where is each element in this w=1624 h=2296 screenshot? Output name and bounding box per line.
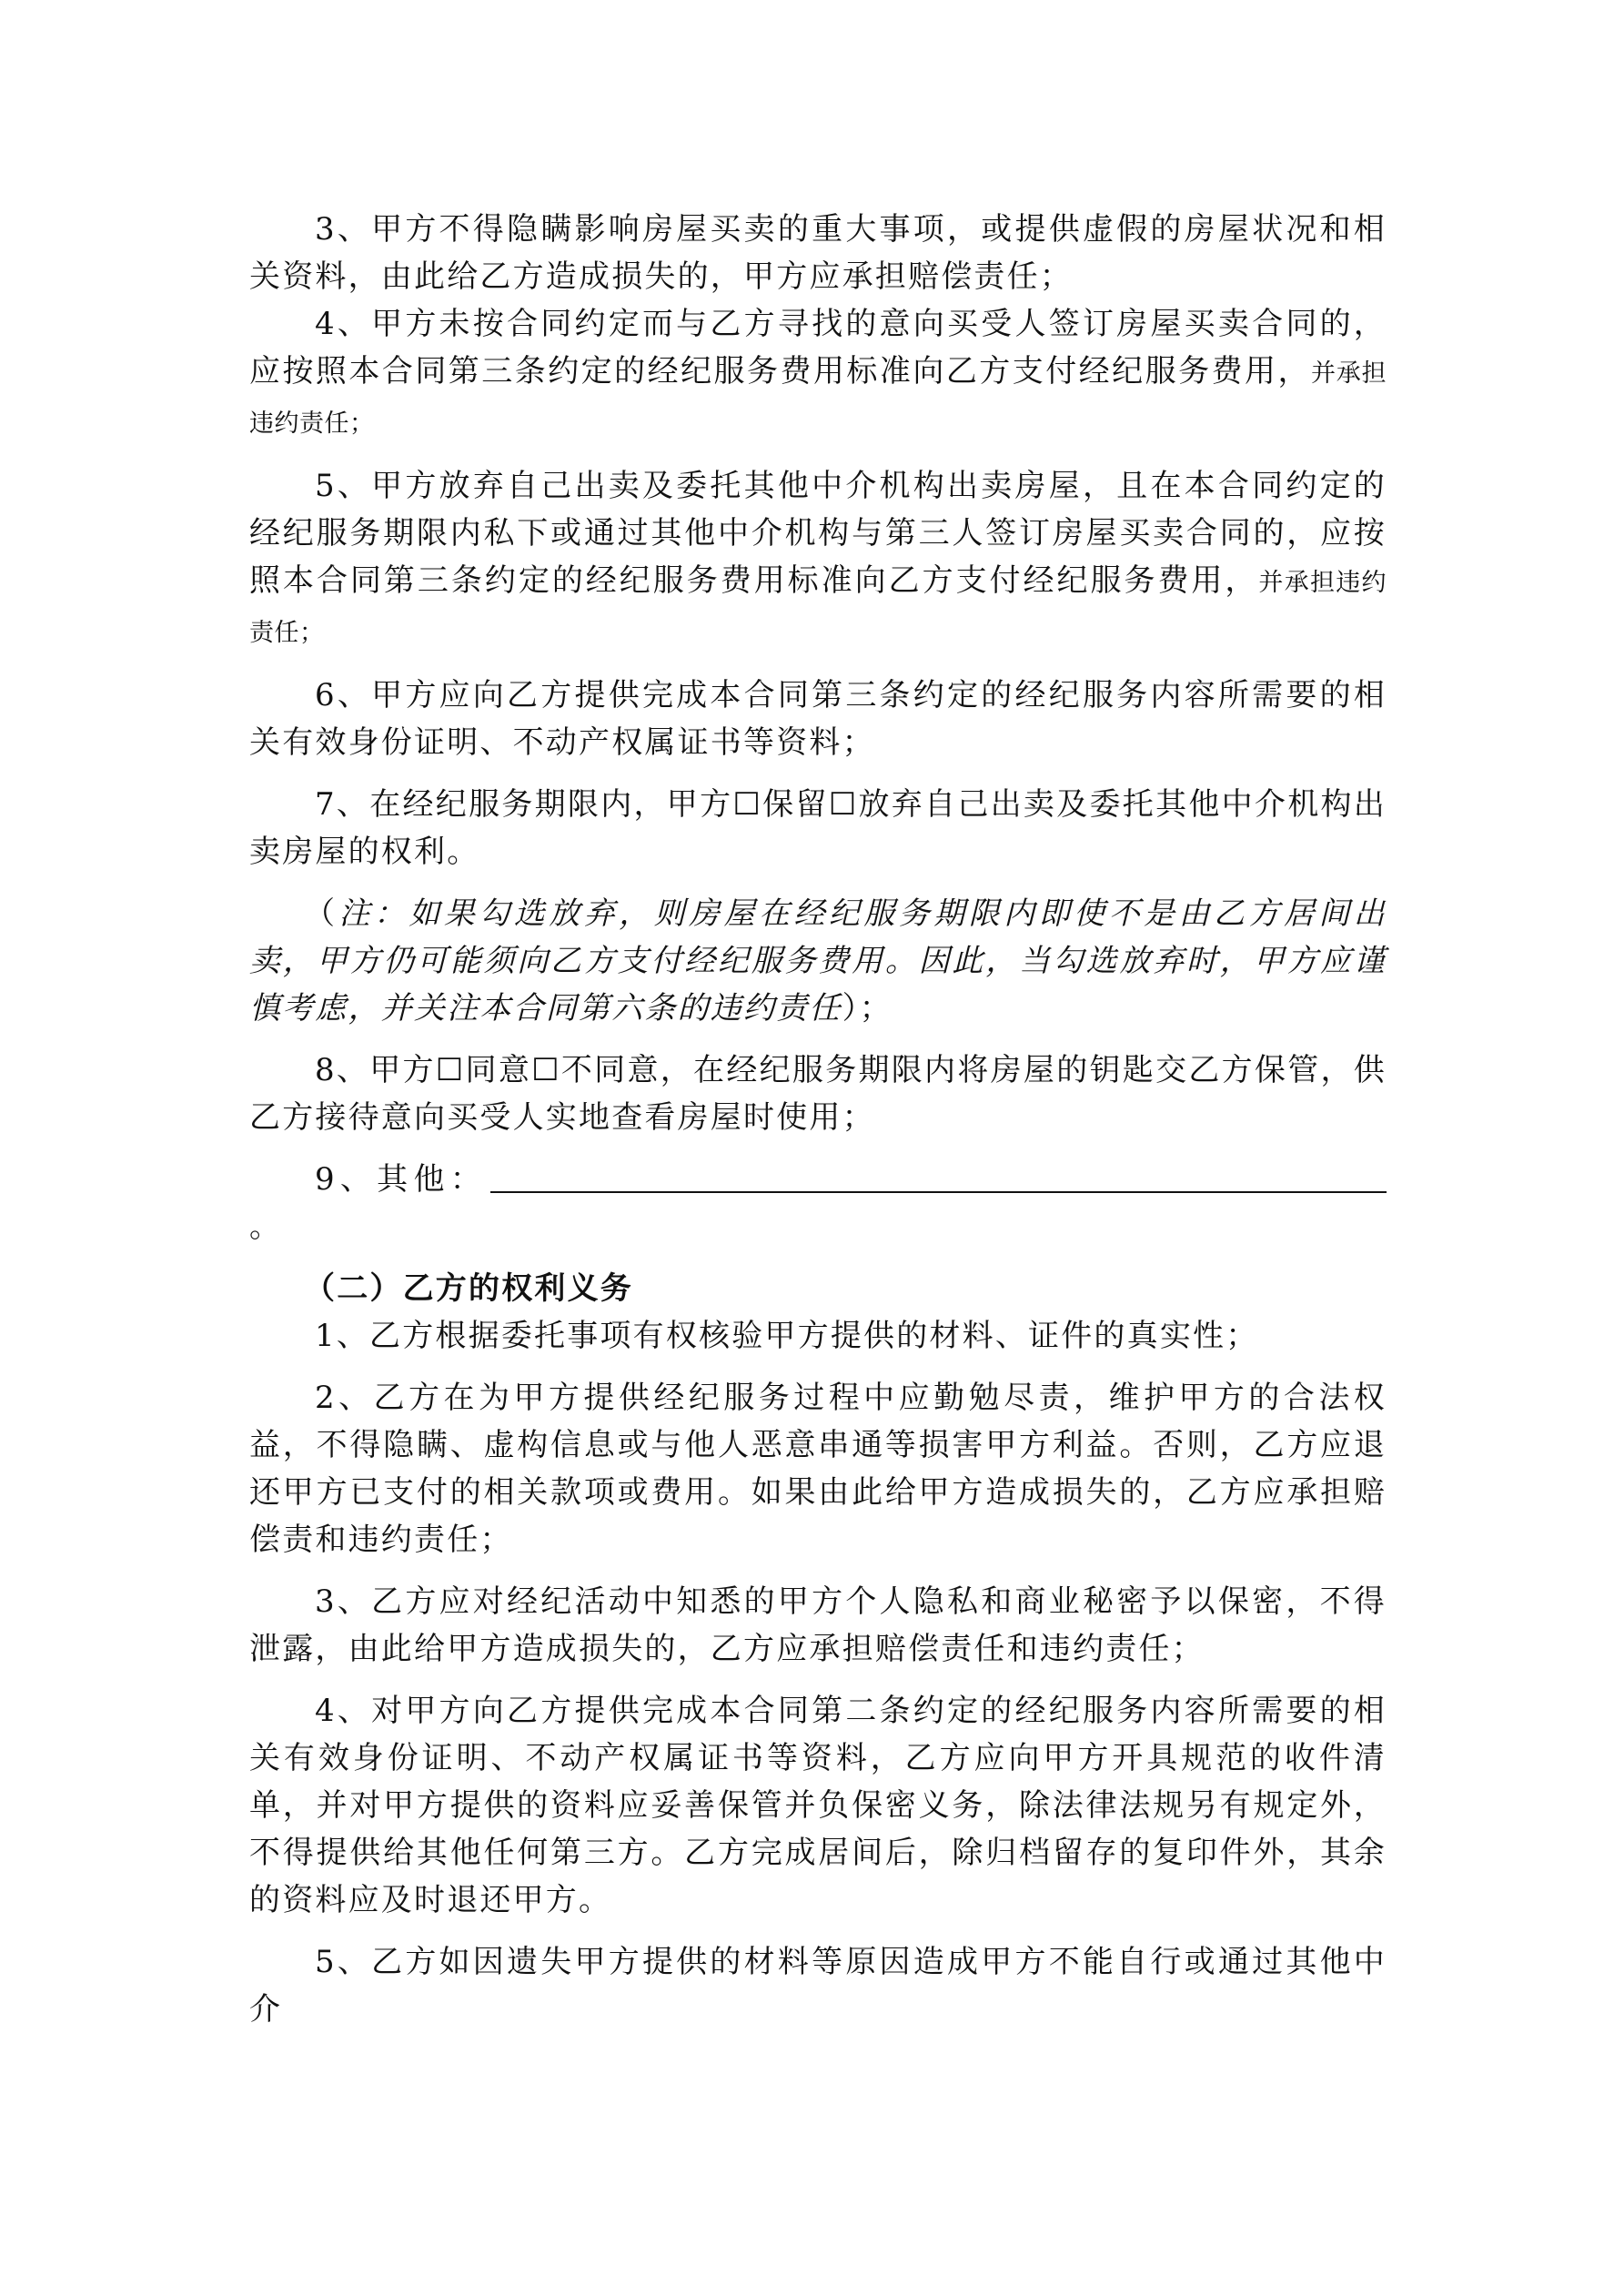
clause-b-1: 1、乙方根据委托事项有权核验甲方提供的材料、证件的真实性；: [315, 1318, 1259, 1354]
clause-b-3: 3、乙方应对经纪活动中知悉的甲方个人隐私和商业秘密予以保密，不得泄露，由此给甲方造成损失的，乙方应承担赔偿责任和违约责任；: [249, 1583, 1387, 1667]
clause-a-3: 3、甲方不得隐瞒影响房屋买卖的重大事项，或提供虚假的房屋状况和相关资料，由此给乙方造成损失的，甲方应承担赔偿责任；: [249, 211, 1387, 295]
other-terms-blank-field[interactable]: [490, 1164, 1387, 1193]
clause-a-9: [249, 1156, 1387, 1250]
clause-a-7-note: [249, 890, 1387, 1032]
clause-a-4-text: 4、甲方未按合同约定而与乙方寻找的意向买受人签订房屋买卖合同的，应按照本合同第三条约定的经纪服务费用标准向乙方支付经纪服务费用，: [249, 306, 1387, 389]
clause-a-4: [249, 300, 1387, 448]
clause-a-5-liability: 并承担违约责任；: [249, 569, 1387, 647]
clause-a-9-end: 。: [249, 1209, 283, 1245]
clause-b-4: 4、对甲方向乙方提供完成本合同第二条约定的经纪服务内容所需要的相关有效身份证明、不动产权属证书等资料，乙方应向甲方开具规范的收件清单，并对甲方提供的资料应妥善保管并负保密义务，除法律法规另有规定外，不得提供给其他任何第三方。乙方完成居间后，除归档留存的复印件外，其余的资料应及时退还甲方。: [249, 1693, 1387, 1918]
section-b-heading: （二）乙方的权利义务: [304, 1270, 633, 1307]
clause-a-5-text: 5、甲方放弃自己出卖及委托其他中介机构出卖房屋，且在本合同约定的经纪服务期限内私下或通过其他中介机构与第三人签订房屋买卖合同的，应按照本合同第三条约定的经纪服务费用标准向乙方支付经纪服务费用，: [249, 468, 1387, 599]
clause-a-7: 7、在经纪服务期限内，甲方☐保留☐放弃自己出卖及委托其他中介机构出卖房屋的权利。: [249, 786, 1387, 870]
note-open-paren: （: [304, 895, 339, 932]
clause-a-5: [249, 462, 1387, 657]
contract-page: [249, 206, 1387, 2033]
clause-a-8: 8、甲方☐同意☐不同意，在经纪服务期限内将房屋的钥匙交乙方保管，供乙方接待意向买受人实地查看房屋时使用；: [249, 1052, 1387, 1136]
note-text: 注：如果勾选放弃，则房屋在经纪服务期限内即使不是由乙方居间出卖，甲方仍可能须向乙方支付经纪服务费用。因此，当勾选放弃时，甲方应谨慎考虑，并关注本合同第六条的违约责任: [249, 895, 1387, 1027]
clause-a-4-liability: 并承担违约责任；: [249, 359, 1387, 438]
clause-b-5: 5、乙方如因遗失甲方提供的材料等原因造成甲方不能自行或通过其他中介: [249, 1944, 1387, 2028]
note-close-paren: ）；: [842, 990, 893, 1027]
clause-a-9-label: 9、其他：: [315, 1161, 487, 1198]
clause-a-6: 6、甲方应向乙方提供完成本合同第三条约定的经纪服务内容所需要的相关有效身份证明、不动产权属证书等资料；: [249, 677, 1387, 761]
clause-b-2: 2、乙方在为甲方提供经纪服务过程中应勤勉尽责，维护甲方的合法权益，不得隐瞒、虚构信息或与他人恶意串通等损害甲方利益。否则，乙方应退还甲方已支付的相关款项或费用。如果由此给甲方造成损失的，乙方应承担赔偿责和违约责任；: [249, 1380, 1387, 1558]
